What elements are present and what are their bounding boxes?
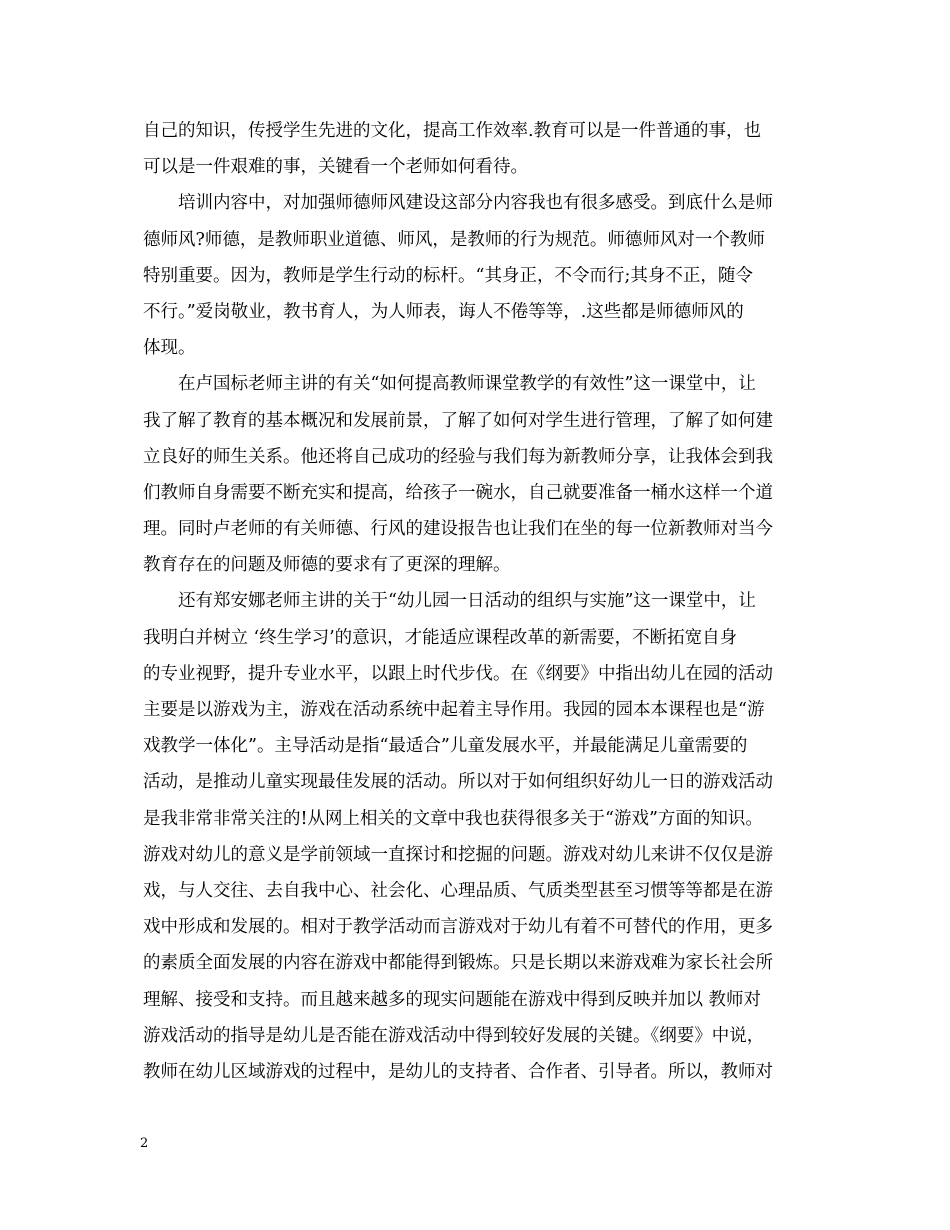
text-line: 戏中形成和发展的。相对于教学活动而言游戏对于幼儿有着不可替代的作用，更多 — [143, 917, 773, 938]
text-line: 戏，与人交往、去自我中心、社会化、心理品质、气质类型甚至习惯等等都是在游 — [143, 880, 773, 901]
text-line: 我了解了教育的基本概况和发展前景，了解了如何对学生进行管理，了解了如何建 — [143, 410, 773, 431]
text-line: 的素质全面发展的内容在游戏中都能得到锻炼。只是长期以来游戏难为家长社会所 — [143, 953, 773, 974]
text-line: 是我非常非常关注的!从网上相关的文章中我也获得很多关于“游戏”方面的知识。 — [143, 808, 763, 829]
text-line: 立良好的师生关系。他还将自己成功的经验与我们每为新教师分享，让我体会到我 — [143, 446, 773, 467]
text-line: 还有郑安娜老师主讲的关于“幼儿园一日活动的组织与实施”这一课堂中，让 — [143, 591, 756, 612]
body-text — [143, 113, 813, 1090]
text-line: 活动，是推动儿童实现最佳发展的活动。所以对于如何组织好幼儿一日的游戏活动 — [143, 772, 773, 793]
text-line: 培训内容中，对加强师德师风建设这部分内容我也有很多感受。到底什么是师 — [143, 193, 773, 214]
text-line: 的专业视野，提升专业水平，以跟上时代步伐。在《纲要》中指出幼儿在园的活动 — [143, 663, 773, 684]
text-line: 理。同时卢老师的有关师德、行风的建设报告也让我们在坐的每一位新教师对当今 — [143, 519, 773, 540]
text-line: 主要是以游戏为主，游戏在活动系统中起着主导作用。我园的园本本课程也是“游 — [143, 700, 765, 720]
text-line: 游戏对幼儿的意义是学前领域一直探讨和挖掘的问题。游戏对幼儿来讲不仅仅是游 — [143, 844, 773, 865]
text-line: 体现。 — [143, 338, 196, 359]
text-line: 自己的知识，传授学生先进的文化，提高工作效率.教育可以是一件普通的事，也 — [143, 121, 762, 141]
text-line: 教育存在的问题及师德的要求有了更深的理解。 — [143, 555, 511, 576]
page-number: 2 — [140, 1136, 149, 1151]
text-line: 不行。”爱岗敬业，教书育人，为人师表，诲人不倦等等，.这些都是师德师风的 — [143, 301, 744, 322]
text-line: 特别重要。因为，教师是学生行动的标杆。“其身正，不令而行;其身不正，随令 — [143, 265, 753, 286]
text-line: 我明白并树立 ‘终生学习’的意识，才能适应课程改革的新需要，不断拓宽自身 — [143, 627, 738, 648]
text-line: 可以是一件艰难的事，关键看一个老师如何看待。 — [143, 157, 528, 178]
text-line: 戏教学一体化”。主导活动是指“最适合”儿童发展水平，并最能满足儿童需要的 — [143, 736, 748, 757]
text-line: 们教师自身需要不断充实和提高，给孩子一碗水，自己就要准备一桶水这样一个道 — [143, 482, 773, 503]
text-line: 理解、接受和支持。而且越来越多的现实问题能在游戏中得到反映并加以 教师对 — [143, 989, 762, 1010]
text-line: 德师风?师德，是教师职业道德、师风，是教师的行为规范。师德师风对一个教师 — [143, 229, 765, 250]
text-line: 教师在幼儿区域游戏的过程中，是幼儿的支持者、合作者、引导者。所以，教师对 — [143, 1061, 773, 1082]
text-line: 在卢国标老师主讲的有关“如何提高教师课堂教学的有效性”这一课堂中，让 — [143, 374, 756, 395]
text-line: 游戏活动的指导是幼儿是否能在游戏活动中得到较好发展的关键。《纲要》中说， — [143, 1025, 765, 1046]
